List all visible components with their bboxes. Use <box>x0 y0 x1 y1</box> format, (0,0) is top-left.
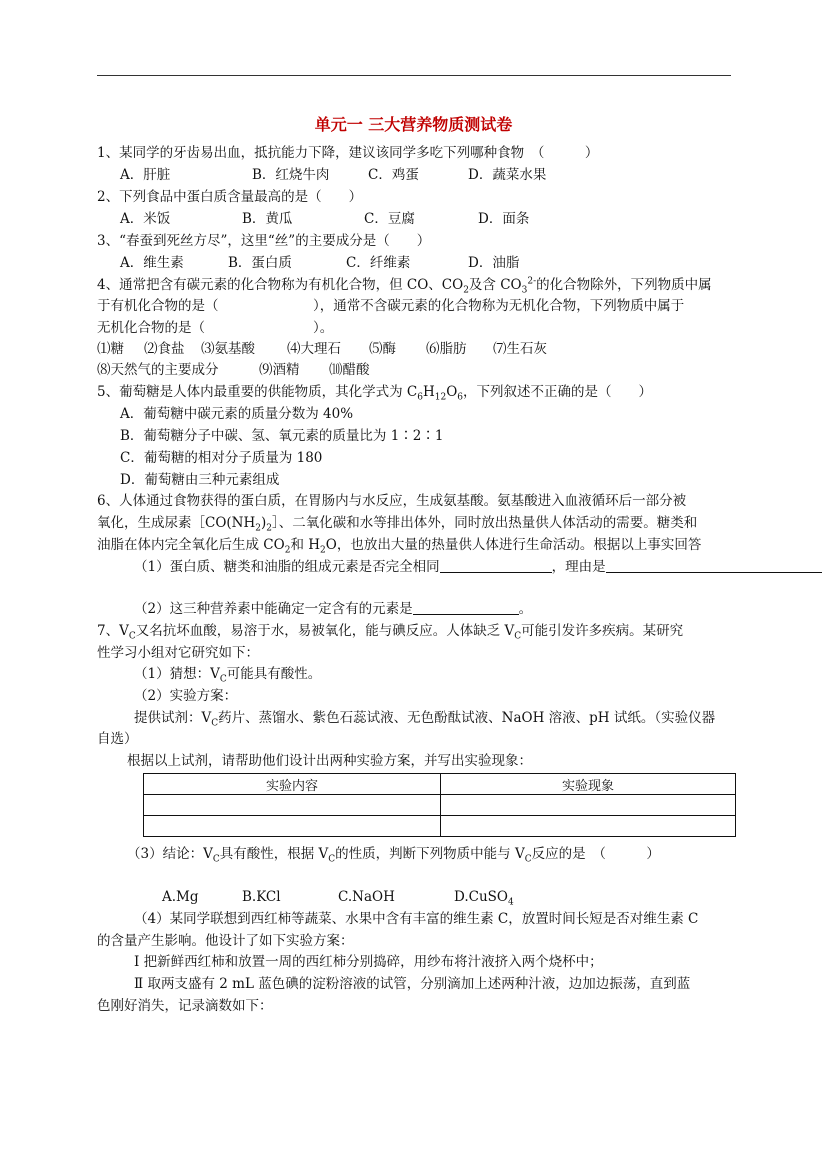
q6-line-2: 氧化，生成尿素$[CO(NH_2)_2]$、二氧化碳和水等排出体外，同时放出热量供人体活动的需要。糖类和 <box>97 515 698 534</box>
q6-sub-2: （2）这三种营养素中能确定一定含有的元素是 。 <box>134 601 533 617</box>
q2-option-d: D．面条 <box>478 211 530 227</box>
experiment-table <box>143 773 736 837</box>
q5-option-d: D．葡萄糖由三种元素组成 <box>120 472 280 488</box>
q7-option-a: A.Mg <box>162 889 199 905</box>
q3-stem: 3、“春蚕到死丝方尽”，这里“丝”的主要成分是（ ） <box>97 233 431 249</box>
q2-option-a: A．米饭 <box>120 211 171 227</box>
q7-line-2: 性学习小组对它研究如下： <box>97 645 259 661</box>
q6-line-3: 油脂在体内完全氧化后生成 $CO_2$和 $H_2O$，也放出大量的热量供人体进行生命活动。根据以上事实回答 <box>97 537 702 556</box>
q7-design: 根据以上试剂，请帮助他们设计出两种实验方案，并写出实验现象： <box>127 753 532 769</box>
q7-step-2-line-2: 色刚好消失，记录滴数如下： <box>97 998 273 1014</box>
q4-item: ⑺生石灰 <box>493 341 547 357</box>
answer-blank[interactable] <box>413 600 519 615</box>
q7-option-c: C.NaOH <box>338 889 395 905</box>
q4-item: ⑵食盐 <box>144 341 185 357</box>
q7-guess: （1）猜想：$V_C$可能具有酸性。 <box>134 666 322 685</box>
table-cell[interactable] <box>441 816 736 837</box>
q2-option-b: B．黄瓜 <box>242 211 293 227</box>
table-header-content: 实验内容 <box>144 774 441 795</box>
q3-option-c: C．纤维素 <box>346 255 411 271</box>
q4-line-3: 无机化合物的是（ ）。 <box>97 320 334 336</box>
q7-step-2-line-1: Ⅱ 取两支盛有 2 mL 蓝色碘的淀粉溶液的试管，分别滴加上述两种汁液，边加边振荡，直到蓝 <box>134 976 691 992</box>
q5-stem: 5、葡萄糖是人体内最重要的供能物质，其化学式为 $C_6H_{12}O_6$，下列叙述不正确的是（ ） <box>97 384 652 403</box>
q7-reagents: 提供试剂：$V_C$药片、蒸馏水、紫色石蕊试液、无色酚酞试液、NaOH 溶液、pH 试纸。（实验仪器 <box>134 710 716 729</box>
q6-sub-1: （1）蛋白质、糖类和油脂的组成元素是否完全相同 ，理由是 <box>134 558 822 576</box>
q4-line-1: 4、通常把含有碳元素的化合物称为有机化合物，但 CO、$CO_2$及含 $CO_3^{2-}$的化合物除外，下列物质中属 <box>97 276 712 296</box>
q6-line-1: 6、人体通过食物获得的蛋白质，在胃肠内与水反应，生成氨基酸。氨基酸进入血液循环后一部分被 <box>97 493 687 509</box>
q4-item: ⑸酶 <box>369 341 396 357</box>
q2-option-c: C．豆腐 <box>364 211 415 227</box>
q7-conclusion: （3）结论：$V_C$具有酸性，根据 $V_C$的性质，判断下列物质中能与 $V_C$反应的是 （ ） <box>127 846 660 865</box>
q4-items-row-2 <box>97 361 370 379</box>
q2-options <box>120 210 529 228</box>
q5-option-c: C．葡萄糖的相对分子质量为 180 <box>120 450 323 466</box>
q1-option-c: C．鸡蛋 <box>368 167 419 183</box>
q3-option-a: A．维生素 <box>120 255 184 271</box>
q4-item: ⑹脂肪 <box>426 341 467 357</box>
table-header-observation: 实验现象 <box>441 774 736 795</box>
table-cell[interactable] <box>144 816 441 837</box>
q7-reagents-cont: 自选） <box>97 731 138 747</box>
q7-step-1: Ⅰ 把新鲜西红柿和放置一周的西红柿分别捣碎，用纱布将汁液挤入两个烧杯中； <box>134 954 603 970</box>
q1-options <box>120 166 546 184</box>
answer-blank[interactable] <box>440 558 552 573</box>
table-row <box>144 795 736 816</box>
table-cell[interactable] <box>144 795 441 816</box>
q3-option-b: B．蛋白质 <box>228 255 292 271</box>
q4-item: ⑻天然气的主要成分 <box>97 362 219 378</box>
header-rule <box>97 75 731 76</box>
q4-item: ⑷大理石 <box>287 341 341 357</box>
q4-item: ⑽醋酸 <box>329 362 370 378</box>
q4-item: ⑼酒精 <box>259 362 300 378</box>
q7-options <box>162 888 514 906</box>
q7-line-1: 7、$V_C$又名抗坏血酸，易溶于水，易被氧化，能与碘反应。人体缺乏 $V_C$可能引发许多疾病。某研究 <box>97 623 684 642</box>
table-cell[interactable] <box>441 795 736 816</box>
q7-part4-line-2: 的含量产生影响。他设计了如下实验方案： <box>97 933 354 949</box>
page-title: 单元一 三大营养物质测试卷 <box>314 115 513 134</box>
table-row <box>144 816 736 837</box>
q1-option-a: A．肝脏 <box>120 167 171 183</box>
q4-line-2: 于有机化合物的是（ ），通常不含碳元素的化合物称为无机化合物，下列物质中属于 <box>97 298 685 314</box>
q4-item: ⑶氨基酸 <box>201 341 255 357</box>
q1-option-b: B．红烧牛肉 <box>252 167 330 183</box>
table-header-row <box>144 774 736 795</box>
q7-option-d: D.CuSO$_4$ <box>454 889 514 908</box>
q1-stem: 1、某同学的牙齿易出血，抵抗能力下降，建议该同学多吃下列哪种食物 （ ） <box>97 145 599 161</box>
q3-option-d: D．油脂 <box>468 255 520 271</box>
q7-option-b: B.KCl <box>242 889 281 905</box>
answer-blank[interactable] <box>606 558 822 573</box>
q5-option-b: B．葡萄糖分子中碳、氢、氧元素的质量比为 1∶2∶1 <box>120 428 444 444</box>
q4-items-row-1 <box>97 340 547 358</box>
q2-stem: 2、下列食品中蛋白质含量最高的是（ ） <box>97 189 363 205</box>
q7-part4-line-1: （4）某同学联想到西红柿等蔬菜、水果中含有丰富的维生素 C，放置时间长短是否对维生素 C <box>134 911 699 927</box>
q4-item: ⑴糖 <box>97 341 124 357</box>
q5-option-a: A．葡萄糖中碳元素的质量分数为 40% <box>120 406 354 422</box>
q3-options <box>120 254 519 272</box>
q7-plan: （2）实验方案： <box>134 688 238 704</box>
q1-option-d: D．蔬菜水果 <box>468 167 547 183</box>
